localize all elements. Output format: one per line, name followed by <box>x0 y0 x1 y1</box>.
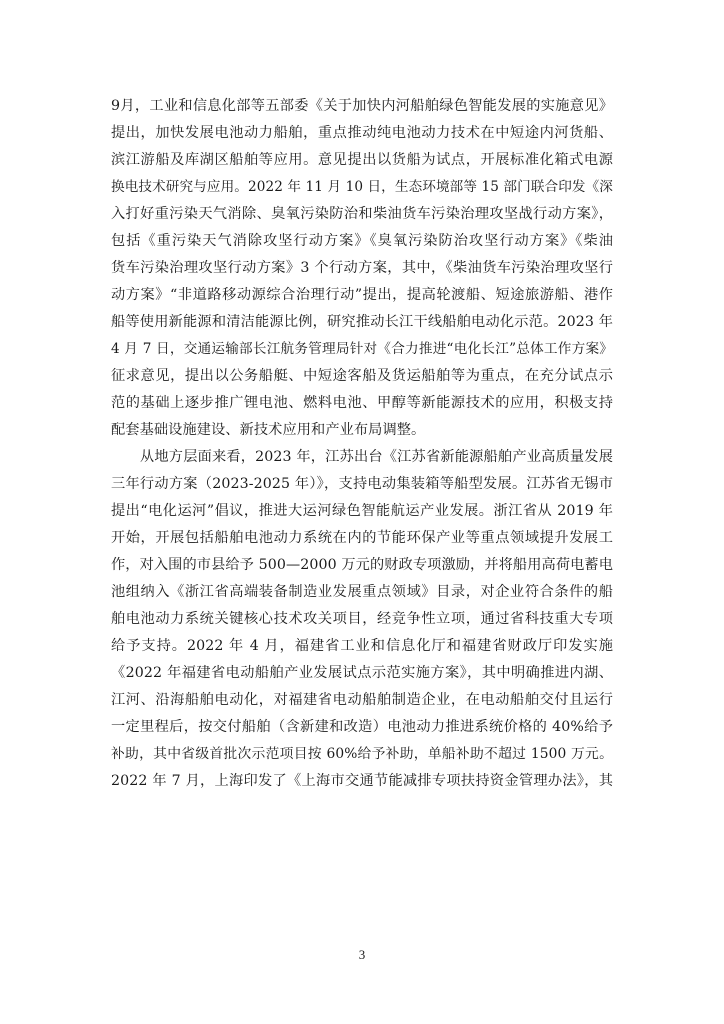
text-line: 范的基础上逐步推广锂电池、燃料电池、甲醇等新能源技术的应用，积极支持 <box>111 395 613 411</box>
text-line: 配套基础设施建设、新技术应用和产业布局调整。 <box>111 422 426 438</box>
text-line: 池组纳入《浙江省高端装备制造业发展重点领域》目录，对企业符合条件的船 <box>111 584 613 600</box>
text-line: 补助，其中省级首批次示范项目按 60%给予补助，单船补助不超过 1500 万元。 <box>111 746 613 762</box>
text-line: 9月，工业和信息化部等五部委《关于加快内河船舶绿色智能发展的实施意见》 <box>111 98 613 114</box>
text-line: 入打好重污染天气消除、臭氧污染防治和柴油货车污染治理攻坚战行动方案》， <box>111 206 613 222</box>
text-line: 三年行动方案（2023-2025 年）》，支持电动集装箱等船型发展。江苏省无锡市 <box>111 476 613 492</box>
paragraph-local-policy <box>111 444 613 795</box>
text-line: 船等使用新能源和清洁能源比例，研究推动长江干线船舶电动化示范。2023 年 <box>111 314 613 330</box>
text-line: 2022 年 7 月，上海印发了《上海市交通节能减排专项扶持资金管理办法》，其 <box>111 773 613 789</box>
text-line: 江河、沿海船舶电动化，对福建省电动船舶制造企业，在电动船舶交付且运行 <box>111 692 613 708</box>
text-line: 滨江游船及库湖区船舶等应用。意见提出以货船为试点，开展标准化箱式电源 <box>111 152 613 168</box>
text-line: 货车污染治理攻坚行动方案》3 个行动方案，其中，《柴油货车污染治理攻坚行 <box>111 260 613 276</box>
text-line: 《2022 年福建省电动船舶产业发展试点示范实施方案》，其中明确推进内湖、 <box>111 665 613 681</box>
text-line: 动方案》“非道路移动源综合治理行动”提出，提高轮渡船、短途旅游船、港作 <box>111 287 613 303</box>
text-line: 一定里程后，按交付船舶（含新建和改造）电池动力推进系统价格的 40%给予 <box>111 719 613 735</box>
text-line: 作，对入围的市县给予 500—2000 万元的财政专项激励，并将船用高荷电蓄电 <box>111 557 613 573</box>
text-line: 征求意见，提出以公务船艇、中短途客船及货运船舶等为重点，在充分试点示 <box>111 368 613 384</box>
text-line: 包括《重污染天气消除攻坚行动方案》《臭氧污染防治攻坚行动方案》《柴油 <box>111 233 613 249</box>
text-line: 开始，开展包括船舶电池动力系统在内的节能环保产业等重点领域提升发展工 <box>111 530 613 546</box>
body-text <box>111 93 613 795</box>
text-line: 给予支持。2022 年 4 月，福建省工业和信息化厅和福建省财政厅印发实施 <box>111 638 613 654</box>
page-number: 3 <box>358 947 366 962</box>
text-line: 4 月 7 日，交通运输部长江航务管理局针对《合力推进“电化长江”总体工作方案》 <box>111 341 613 357</box>
text-line: 从地方层面来看，2023 年，江苏出台《江苏省新能源船舶产业高质量发展 <box>140 449 613 465</box>
text-line: 换电技术研究与应用。2022 年 11 月 10 日，生态环境部等 15 部门联合印发《深 <box>111 179 613 195</box>
paragraph-national-policy <box>111 93 613 444</box>
text-line: 舶电池动力系统关键核心技术攻关项目，经竞争性立项，通过省科技重大专项 <box>111 611 613 627</box>
text-line: 提出“电化运河”倡议，推进大运河绿色智能航运产业发展。浙江省从 2019 年 <box>111 503 613 519</box>
text-line: 提出，加快发展电池动力船舶，重点推动纯电池动力技术在中短途内河货船、 <box>111 125 613 141</box>
